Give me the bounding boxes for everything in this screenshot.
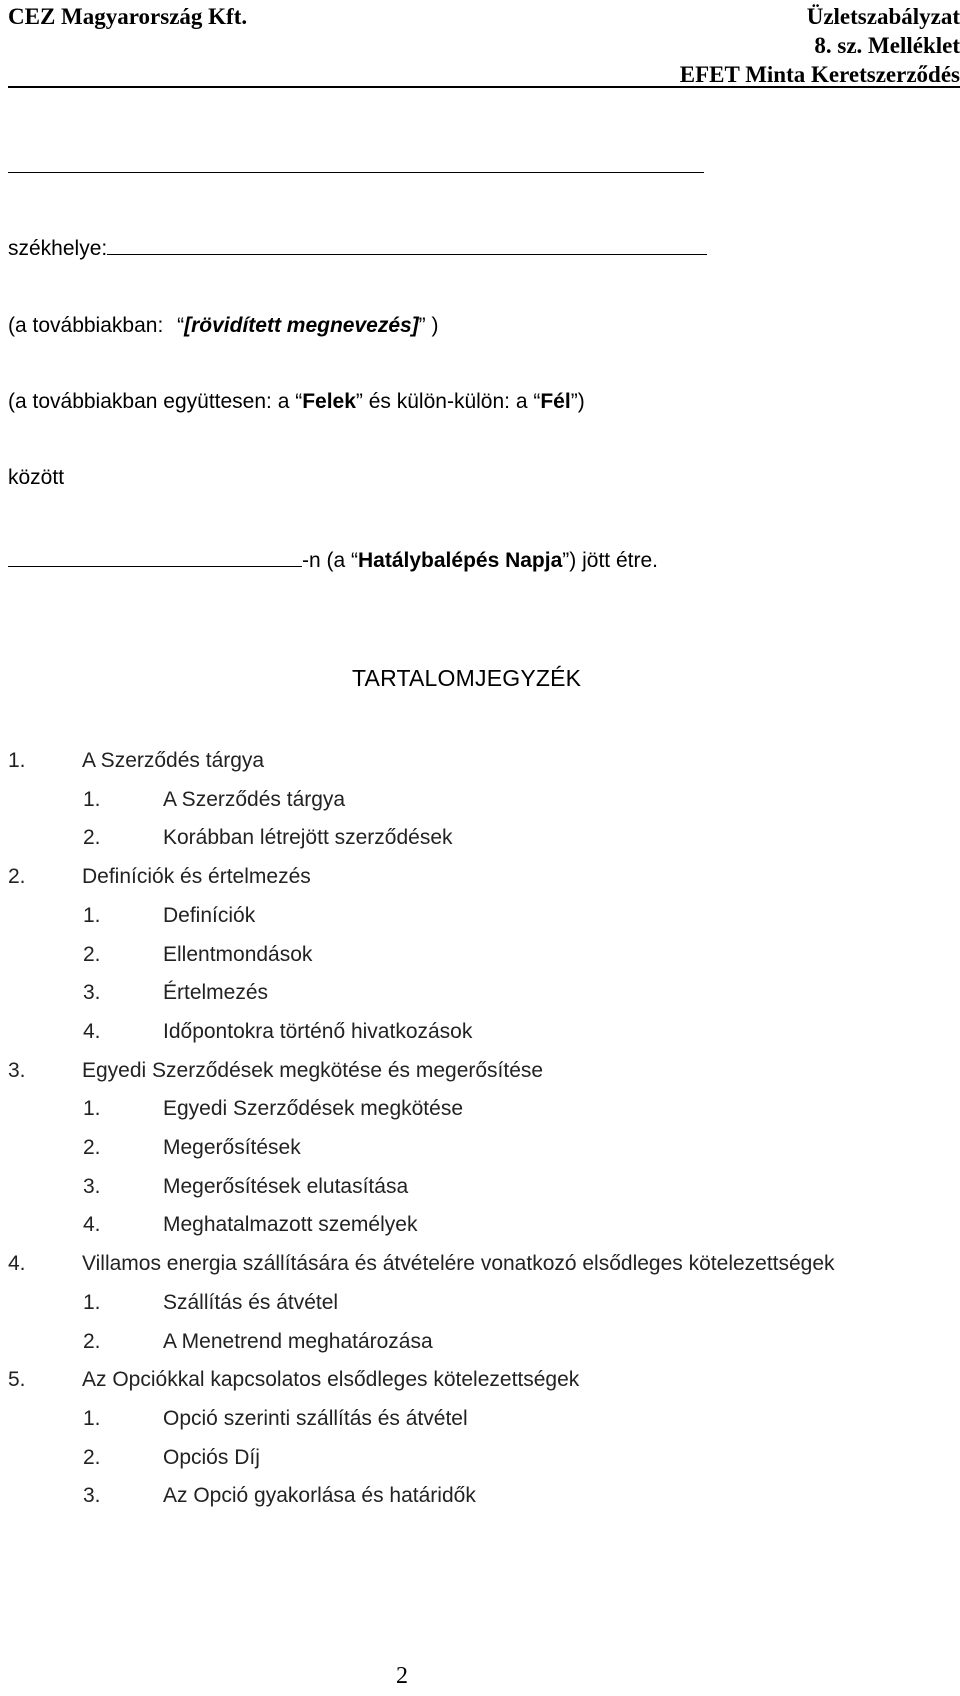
toc-entry-label: Ellentmondások	[163, 942, 313, 966]
toc-entry-label: Definíciók	[163, 903, 256, 927]
header-rule	[8, 86, 960, 88]
toc-entry-number: 1.	[83, 1097, 101, 1121]
toc-entry	[8, 1212, 958, 1240]
toc-entry-label: Értelmezés	[163, 981, 269, 1005]
term-felek: Felek	[302, 390, 356, 413]
toc-entry	[8, 1406, 958, 1434]
toc-entry-label: Opciós Díj	[163, 1445, 260, 1469]
toc-entry-label: Az Opciókkal kapcsolatos elsődleges kötelezettségek	[82, 1368, 580, 1392]
toc-title: TARTALOMJEGYZÉK	[352, 665, 582, 691]
toc-entry-number: 2.	[83, 942, 101, 966]
toc-entry-label: Egyedi Szerződések megkötése és megerősítése	[82, 1058, 544, 1082]
header-line-annex: 8. sz. Melléklet	[814, 33, 960, 58]
toc-entry	[8, 1096, 958, 1124]
parties-line: (a továbbiakban együttesen: a “Felek” és külön-külön: a “Fél”)	[8, 390, 585, 413]
toc-entry-label: A Szerződés tárgya	[82, 749, 265, 772]
seat-blank	[107, 234, 707, 255]
toc-entry-label: Egyedi Szerződések megkötése	[163, 1097, 463, 1121]
toc-entry	[8, 1329, 958, 1357]
toc-entry	[8, 942, 958, 970]
toc-entry-number: 4.	[8, 1252, 26, 1276]
toc-entry-label: A Menetrend meghatározása	[163, 1329, 433, 1353]
toc-entry-number: 2.	[83, 1136, 101, 1159]
toc-entry	[8, 1251, 958, 1279]
toc-entry-label: Meghatalmazott személyek	[163, 1213, 418, 1237]
toc-entry-label: Megerősítések elutasítása	[163, 1174, 409, 1198]
toc-entry-number: 3.	[83, 981, 101, 1005]
toc-entry	[8, 980, 958, 1008]
toc-entry-number: 4.	[83, 1019, 101, 1043]
toc-entry-number: 1.	[83, 903, 101, 927]
company-name: CEZ Magyarország Kft.	[8, 4, 248, 29]
effective-date-line: -n (a “Hatálybalépés Napja”) jött étre.	[8, 546, 658, 574]
seat-label: székhelye:	[8, 237, 108, 260]
toc-entry-number: 3.	[83, 1484, 101, 1508]
toc-entry	[8, 1445, 958, 1473]
toc-entry	[8, 787, 958, 815]
toc-entry-number: 2.	[8, 865, 26, 889]
toc-entry-label: Időpontokra történő hivatkozások	[163, 1019, 473, 1043]
toc-entry	[8, 1019, 958, 1047]
toc-entry-number: 5.	[8, 1368, 26, 1392]
toc-entry	[8, 1483, 958, 1511]
toc-entry-number: 3.	[83, 1174, 101, 1198]
toc-entry-number: 2.	[83, 1445, 101, 1469]
toc-entry	[8, 748, 958, 776]
toc-entry-number: 1.	[83, 1406, 101, 1430]
toc-entry-number: 4.	[83, 1213, 101, 1237]
toc-entry-label: Opció szerinti szállítás és átvétel	[163, 1406, 468, 1430]
toc-entry-label: Villamos energia szállítására és átvételére vonatkozó elsődleges kötelezettségek	[82, 1252, 835, 1276]
header-line-contract: EFET Minta Keretszerződés	[679, 62, 960, 87]
toc-entry-number: 1.	[8, 749, 26, 772]
toc-entry-label: Az Opció gyakorlása és határidők	[163, 1484, 476, 1508]
toc-entry-number: 1.	[83, 787, 101, 811]
between-label: között	[8, 466, 65, 489]
toc-entry-number: 2.	[83, 826, 101, 850]
toc-entry-label: Szállítás és átvétel	[163, 1290, 339, 1314]
toc-entry	[8, 864, 958, 892]
seat-line	[8, 234, 707, 262]
document-header-right	[460, 3, 960, 90]
toc-entry	[8, 1290, 958, 1318]
toc-entry-number: 3.	[8, 1058, 26, 1082]
toc-entry	[8, 1135, 958, 1163]
toc-entry-number: 2.	[83, 1329, 101, 1353]
party-name-blank	[8, 172, 704, 173]
term-effective-date: Hatálybalépés Napja	[358, 549, 563, 572]
toc-entry	[8, 1367, 958, 1395]
toc-entry	[8, 1058, 958, 1086]
term-fel: Fél	[540, 390, 571, 413]
toc-entry	[8, 903, 958, 931]
short-name-placeholder: [rövidített megnevezés]	[184, 314, 419, 337]
toc-entry	[8, 1174, 958, 1202]
short-name-line: (a továbbiakban: “[rövidített megnevezés]” )	[8, 314, 439, 337]
toc-entry-number: 1.	[83, 1290, 101, 1314]
date-blank	[8, 546, 302, 567]
toc-entry-label: A Szerződés tárgya	[163, 787, 346, 811]
page-number: 2	[396, 1663, 408, 1689]
toc-entry	[8, 825, 958, 853]
toc-entry-label: Definíciók és értelmezés	[82, 865, 311, 889]
toc-entry-label: Megerősítések	[163, 1136, 301, 1159]
header-line-regulation: Üzletszabályzat	[806, 4, 960, 29]
toc-entry-label: Korábban létrejött szerződések	[163, 826, 453, 850]
